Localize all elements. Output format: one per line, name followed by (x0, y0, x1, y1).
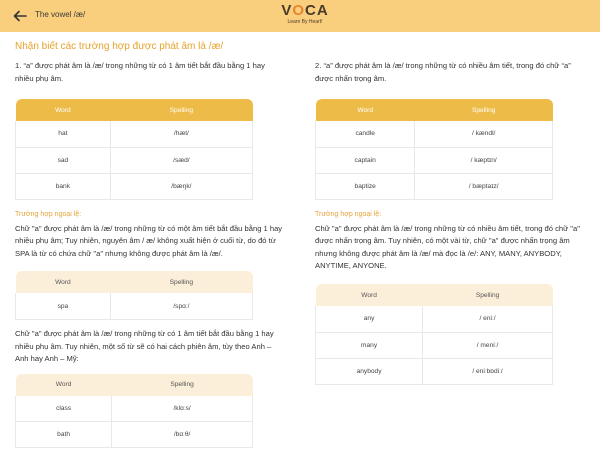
table-header-spelling: Spelling (110, 99, 252, 121)
rule-2-table (315, 99, 553, 200)
table-header-word: Word (16, 374, 112, 396)
page-title: The vowel /æ/ (35, 10, 86, 19)
section-heading: Nhận biết các trường hợp được phát âm là /æ/ (15, 41, 224, 52)
table-row: anybody / eniːbɒdiː/ (316, 358, 553, 384)
left-column (15, 60, 285, 448)
table-header-word: Word (16, 99, 111, 121)
table-header-spelling: Spelling (110, 271, 252, 293)
table-row: any / eniː/ (316, 306, 553, 332)
exception-title: Trường hợp ngoại lệ: (15, 210, 82, 218)
table-header-spelling: Spelling (112, 374, 253, 396)
top-bar (0, 0, 600, 32)
table-row: class /klɑːs/ (16, 396, 253, 422)
table-row: bank /bæŋk/ (16, 173, 253, 199)
exception-title: Trường hợp ngoại lệ: (315, 210, 382, 218)
logo-tagline: Learn By Heart! (287, 19, 323, 25)
rule-2-text: 2. “a” được phát âm là /æ/ trong những từ có nhiều âm tiết, trong đó chữ “a” được nhấn trọng âm. (315, 61, 571, 83)
table-row: sad /sæd/ (16, 147, 253, 173)
table-row: candle / kændl/ (316, 121, 553, 147)
british-american-text: Chữ "a" được phát âm là /æ/ trong những từ có 1 âm tiết bắt đầu bằng 1 hay nhiều phụ âm. Tuy nhiên, một số từ sẽ có hai cách phiên âm, tùy theo Anh – Anh hay Anh – Mỹ: (15, 328, 274, 364)
rule-1-text: 1. “a” được phát âm là /æ/ trong những từ có 1 âm tiết bắt đầu bằng 1 hay nhiều phụ âm. (15, 61, 265, 83)
table-header-word: Word (16, 271, 111, 293)
table-row: many / meniː/ (316, 332, 553, 358)
table-row: spa /spɑː/ (16, 293, 253, 319)
table-row: hat /hæt/ (16, 121, 253, 147)
exception-text: Chữ "a" được phát âm là /æ/ trong những từ có một âm tiết bắt đầu bằng 1 hay nhiều phụ âm; Tuy nhiên, nguyên âm / æ/ không xuất hiện ở cuối từ, do đó từ SPA là từ có chứa chữ "a" nhưng không được phát âm là /æ/. (15, 223, 283, 258)
exception-text: Chữ "a" được phát âm là /æ/ trong những từ có nhiều âm tiết, trong đó chữ "a" được nhấn trọng âm. Tuy nhiên, có một vài từ, chữ "a" được nhấn trọng âm nhưng không được phát âm là /æ/ mà đọc là /e/: ANY, MANY, ANYBODY, ANYTIME, ANYONE. (315, 223, 580, 271)
table-row: baptize / bæptaɪz/ (316, 173, 553, 199)
table-header-spelling: Spelling (415, 99, 553, 121)
british-american-table (15, 374, 253, 449)
voca-logo: VOCA Learn By Heart! (281, 2, 329, 25)
right-column (315, 60, 585, 385)
table-header-word: Word (316, 99, 415, 121)
back-arrow-icon[interactable] (12, 8, 28, 24)
exception-table (15, 271, 253, 320)
rule-1-table (15, 99, 253, 200)
table-header-word: Word (316, 284, 423, 306)
table-header-spelling: Spelling (423, 284, 553, 306)
exception-table (315, 284, 553, 385)
table-row: bath /bɑːθ/ (16, 422, 253, 448)
table-row: captain / kæptɪn/ (316, 147, 553, 173)
